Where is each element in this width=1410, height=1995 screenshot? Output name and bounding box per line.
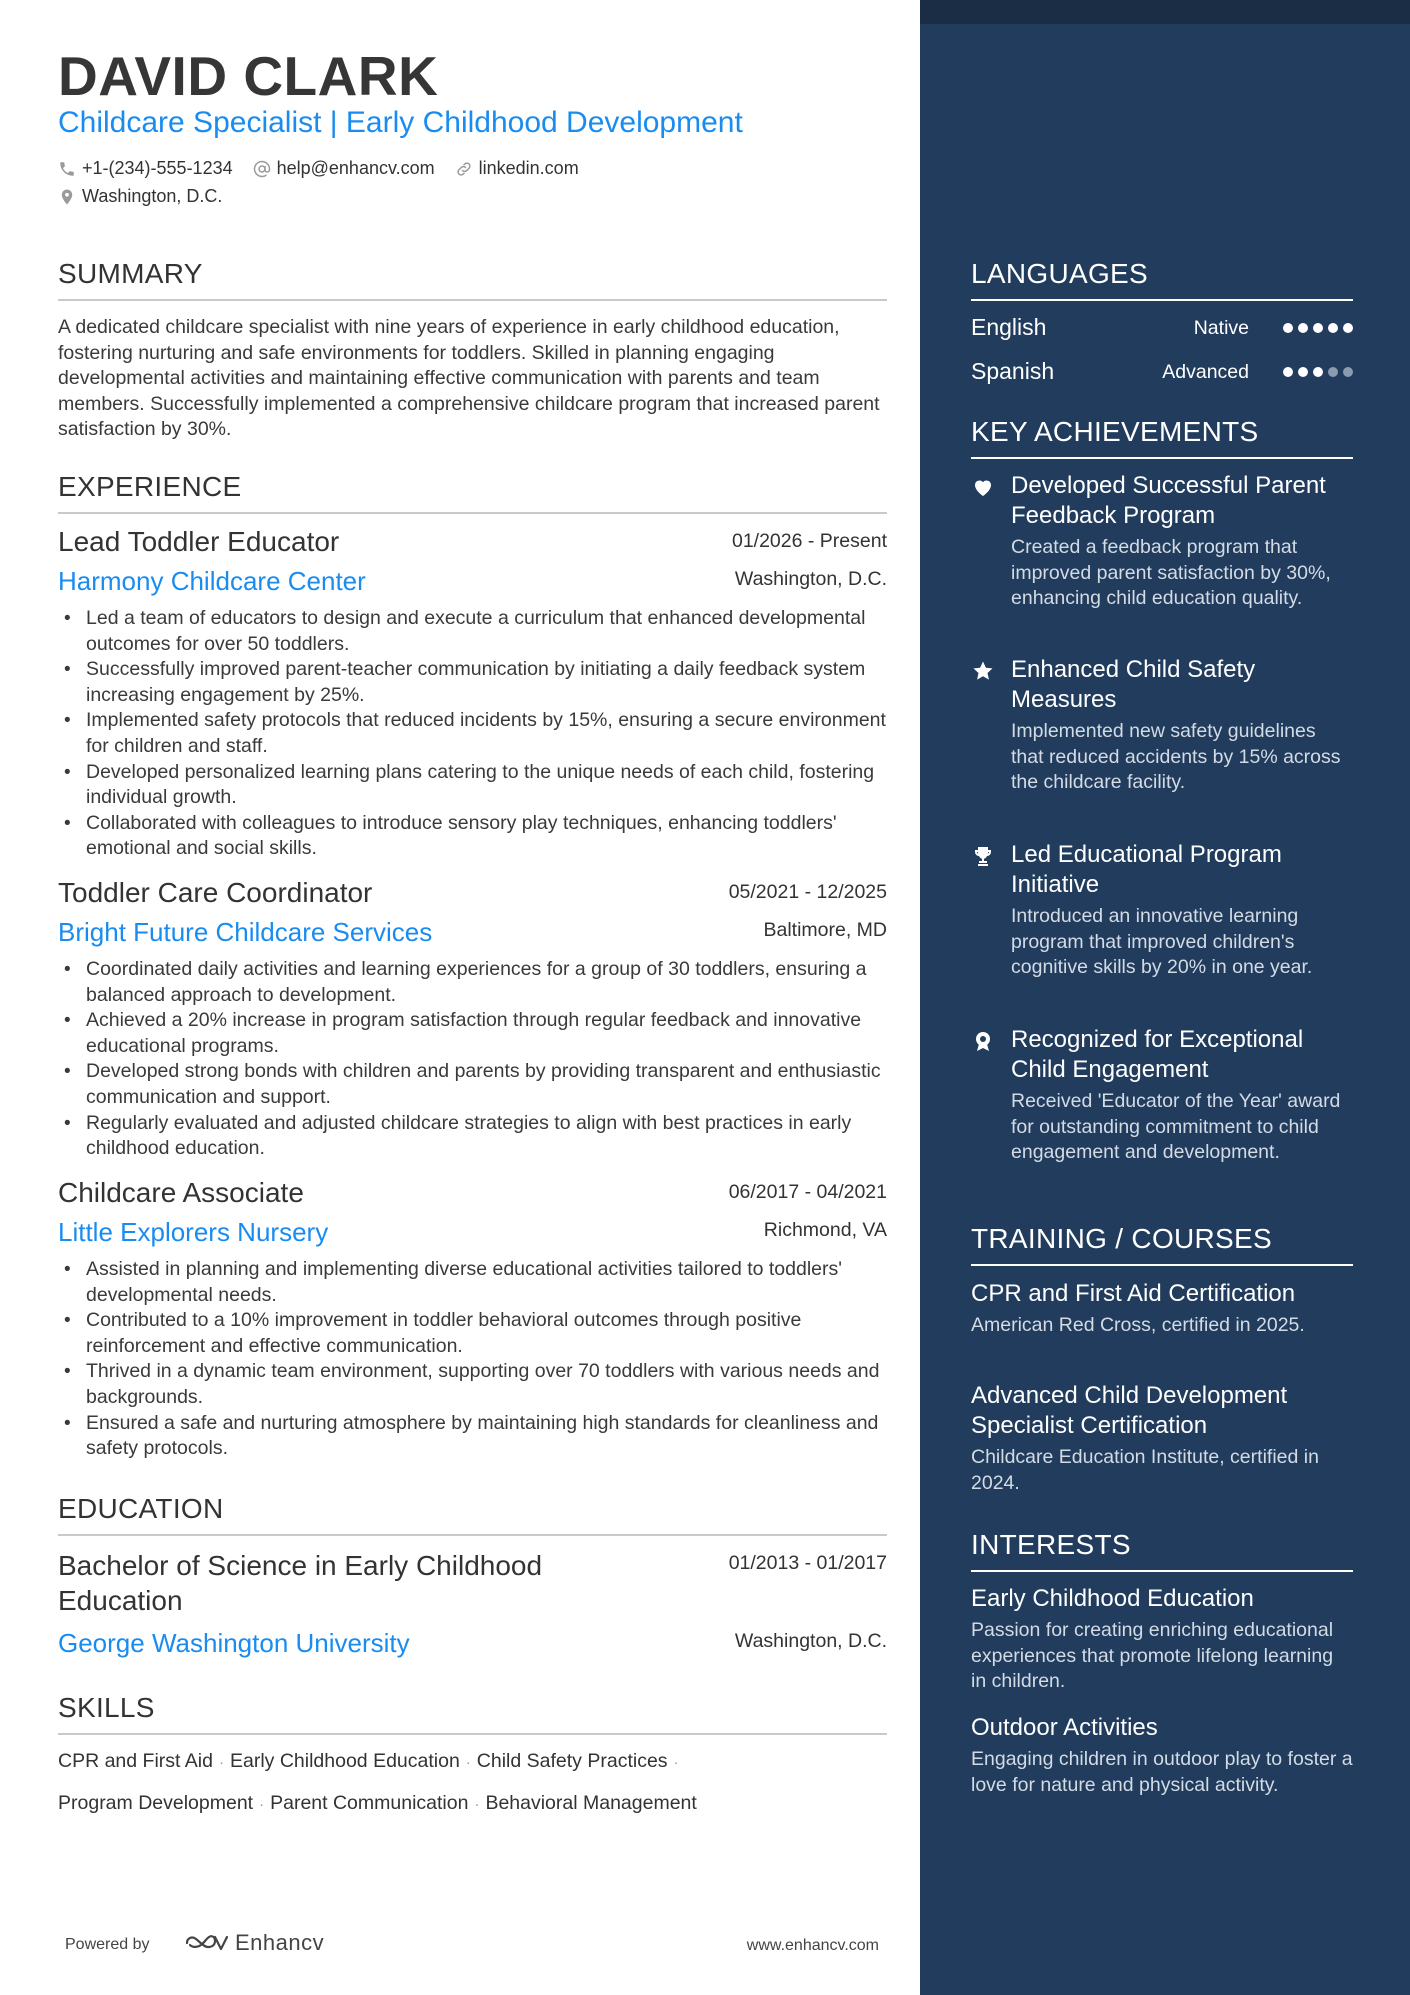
job-bullet: • Developed strong bonds with children and parents by providing transparent and enthusiastic communication and support.: [58, 1059, 887, 1110]
location-pin-icon: [58, 188, 76, 206]
job-bullets: [58, 957, 887, 1162]
rating-dot-filled: [1313, 367, 1323, 377]
language-rating: [1278, 323, 1353, 333]
achievement-item: [971, 1025, 1353, 1166]
rating-dot-empty: [1328, 367, 1338, 377]
job-entry: [58, 877, 887, 1162]
skills-heading: SKILLS: [58, 1692, 887, 1735]
course-description: Childcare Education Institute, certified in 2024.: [971, 1446, 1319, 1494]
skill-tag: CPR and First Aid: [58, 1750, 213, 1772]
contact-row-2: [58, 186, 242, 207]
rating-dot-empty: [1343, 367, 1353, 377]
job-bullet: • Achieved a 20% increase in program satisfaction through regular feedback and innovative educational programs.: [58, 1008, 887, 1059]
job-dates: 06/2017 - 04/2021: [728, 1181, 887, 1203]
sidebar-top-bar: [920, 0, 1410, 24]
course-title: CPR and First Aid Certification: [971, 1280, 1296, 1307]
achievement-item: [971, 655, 1353, 796]
language-level: Advanced: [1162, 361, 1249, 383]
job-location: Richmond, VA: [763, 1219, 887, 1241]
skills-list: [58, 1748, 887, 1832]
job-company: Harmony Childcare Center: [58, 566, 366, 596]
footer: [65, 1930, 879, 1960]
rating-dot-filled: [1343, 323, 1353, 333]
rating-dot-filled: [1313, 323, 1323, 333]
job-bullet: • Successfully improved parent-teacher communication by initiating a daily feedback system increasing engagement by 25%.: [58, 657, 887, 708]
interests-heading: INTERESTS: [971, 1529, 1353, 1572]
course-description: American Red Cross, certified in 2025.: [971, 1314, 1305, 1336]
achievement-description: Created a feedback program that improved parent satisfaction by 30%, enhancing child education quality.: [1011, 536, 1331, 610]
job-bullets: [58, 606, 887, 862]
sidebar: [920, 0, 1410, 1995]
job-bullet: • Led a team of educators to design and execute a curriculum that enhanced developmental outcomes for over 50 toddlers.: [58, 606, 887, 657]
language-name: English: [971, 314, 1047, 340]
job-bullet: • Assisted in planning and implementing diverse educational activities tailored to toddlers' developmental needs.: [58, 1257, 887, 1308]
job-location: Baltimore, MD: [763, 919, 887, 941]
job-bullet: • Thrived in a dynamic team environment, supporting over 70 toddlers with various needs and backgrounds.: [58, 1359, 887, 1410]
medal-icon: [971, 1029, 995, 1053]
footer-url[interactable]: www.enhancv.com: [746, 1937, 879, 1954]
rating-dot-filled: [1298, 323, 1308, 333]
link-icon: [455, 160, 473, 178]
phone-text: +1-(234)-555-1234: [82, 158, 233, 178]
achievement-item: [971, 471, 1353, 612]
heart-icon: [971, 475, 995, 499]
job-location: Washington, D.C.: [734, 568, 887, 590]
skills-line: Program Development · Parent Communication · Behavioral Management: [58, 1792, 697, 1814]
skill-tag: Child Safety Practices: [476, 1750, 668, 1772]
job-bullet: • Developed personalized learning plans catering to the unique needs of each child, fostering individual growth.: [58, 760, 887, 811]
course-item: [971, 1279, 1353, 1339]
job-title: Childcare Associate: [58, 1177, 304, 1208]
email-text: help@enhancv.com: [276, 158, 435, 178]
school-location: Washington, D.C.: [734, 1630, 887, 1652]
skill-tag: Early Childhood Education: [229, 1750, 460, 1772]
job-bullet: • Coordinated daily activities and learning experiences for a group of 30 toddlers, ensuring a balanced approach to development.: [58, 957, 887, 1008]
location-text: Washington, D.C.: [82, 186, 223, 206]
contact-linkedin[interactable]: [455, 158, 579, 179]
candidate-name: DAVID CLARK: [58, 45, 439, 107]
job-title: Lead Toddler Educator: [58, 526, 340, 557]
language-item: [971, 314, 1353, 344]
trophy-icon: [971, 844, 995, 868]
interest-title: Outdoor Activities: [971, 1714, 1158, 1741]
linkedin-text: linkedin.com: [478, 158, 579, 178]
achievement-title: Developed Successful Parent Feedback Program: [1011, 472, 1326, 529]
rating-dot-filled: [1328, 323, 1338, 333]
education-heading: EDUCATION: [58, 1493, 887, 1536]
star-icon: [971, 659, 995, 683]
contact-phone[interactable]: [58, 158, 233, 179]
degree-title: Bachelor of Science in Early Childhood Education: [58, 1550, 543, 1616]
language-level: Native: [1193, 317, 1249, 339]
interest-description: Passion for creating enriching educational experiences that promote lifelong learning in children.: [971, 1619, 1334, 1693]
achievement-title: Enhanced Child Safety Measures: [1011, 656, 1256, 713]
course-item: [971, 1381, 1353, 1496]
summary-text: A dedicated childcare specialist with nine years of experience in early childhood education, fostering nurturing and safe environments for toddlers. Skilled in planning engaging developmental activities and maintaining effective communication with parents and team members. Successfully implemented a comprehensive childcare program that increased parent satisfaction by 30%.: [58, 316, 880, 441]
job-company: Bright Future Childcare Services: [58, 917, 433, 947]
achievement-title: Led Educational Program Initiative: [1011, 841, 1282, 898]
language-name: Spanish: [971, 358, 1055, 384]
achievement-description: Introduced an innovative learning program that improved children's cognitive skills by 20% in one year.: [1011, 905, 1313, 979]
job-bullet: • Regularly evaluated and adjusted childcare strategies to align with best practices in early childhood education.: [58, 1111, 887, 1162]
rating-dot-filled: [1283, 323, 1293, 333]
skill-tag: Behavioral Management: [485, 1792, 697, 1814]
job-bullet: • Collaborated with colleagues to introduce sensory play techniques, enhancing toddlers' emotional and social skills.: [58, 811, 887, 862]
job-dates: 05/2021 - 12/2025: [728, 881, 887, 903]
job-dates: 01/2026 - Present: [731, 530, 887, 552]
skills-line: CPR and First Aid · Early Childhood Education · Child Safety Practices ·: [58, 1750, 679, 1772]
powered-by-label: Powered by: [65, 1936, 150, 1953]
summary-heading: SUMMARY: [58, 258, 887, 301]
job-entry: [58, 526, 887, 862]
experience-heading: EXPERIENCE: [58, 471, 887, 514]
interest-title: Early Childhood Education: [971, 1585, 1254, 1612]
enhancv-brand: Enhancv: [235, 1930, 325, 1955]
achievement-item: [971, 840, 1353, 981]
achievement-title: Recognized for Exceptional Child Engagement: [1011, 1026, 1304, 1083]
interest-description: Engaging children in outdoor play to foster a love for nature and physical activity.: [971, 1748, 1353, 1796]
job-bullet: • Ensured a safe and nurturing atmosphere by maintaining high standards for cleanliness and safety protocols.: [58, 1411, 887, 1462]
rating-dot-filled: [1298, 367, 1308, 377]
contact-location: [58, 186, 222, 207]
skill-tag: Program Development: [58, 1792, 254, 1814]
languages-heading: LANGUAGES: [971, 258, 1353, 301]
education-entry: [58, 1548, 887, 1664]
enhancv-logo[interactable]: [183, 1930, 324, 1956]
skill-tag: Parent Communication: [270, 1792, 469, 1814]
job-entry: [58, 1177, 887, 1462]
job-bullet: • Contributed to a 10% improvement in toddler behavioral outcomes through positive reinforcement and effective communication.: [58, 1308, 887, 1359]
enhancv-logo-icon: [183, 1931, 229, 1955]
course-title: Advanced Child Development Specialist Certification: [971, 1382, 1288, 1439]
rating-dot-filled: [1283, 367, 1293, 377]
contact-row: [58, 158, 599, 179]
job-bullet: • Implemented safety protocols that reduced incidents by 15%, ensuring a secure environment for children and staff.: [58, 708, 887, 759]
language-item: [971, 358, 1353, 388]
education-dates: 01/2013 - 01/2017: [728, 1552, 887, 1574]
training-heading: TRAINING / COURSES: [971, 1223, 1353, 1266]
job-bullets: [58, 1257, 887, 1462]
contact-email[interactable]: [253, 158, 435, 179]
language-rating: [1278, 367, 1353, 377]
headline: Childcare Specialist | Early Childhood Development: [58, 106, 743, 139]
achievements-heading: KEY ACHIEVEMENTS: [971, 416, 1353, 459]
achievement-description: Received 'Educator of the Year' award for outstanding commitment to child engagement and development.: [1011, 1090, 1341, 1164]
job-company: Little Explorers Nursery: [58, 1217, 329, 1247]
job-title: Toddler Care Coordinator: [58, 877, 373, 908]
at-icon: [253, 160, 271, 178]
achievement-description: Implemented new safety guidelines that reduced accidents by 15% across the childcare facility.: [1011, 720, 1341, 794]
phone-icon: [58, 160, 76, 178]
interest-item: [971, 1713, 1353, 1798]
interest-item: [971, 1584, 1353, 1695]
school-name: George Washington University: [58, 1628, 410, 1658]
